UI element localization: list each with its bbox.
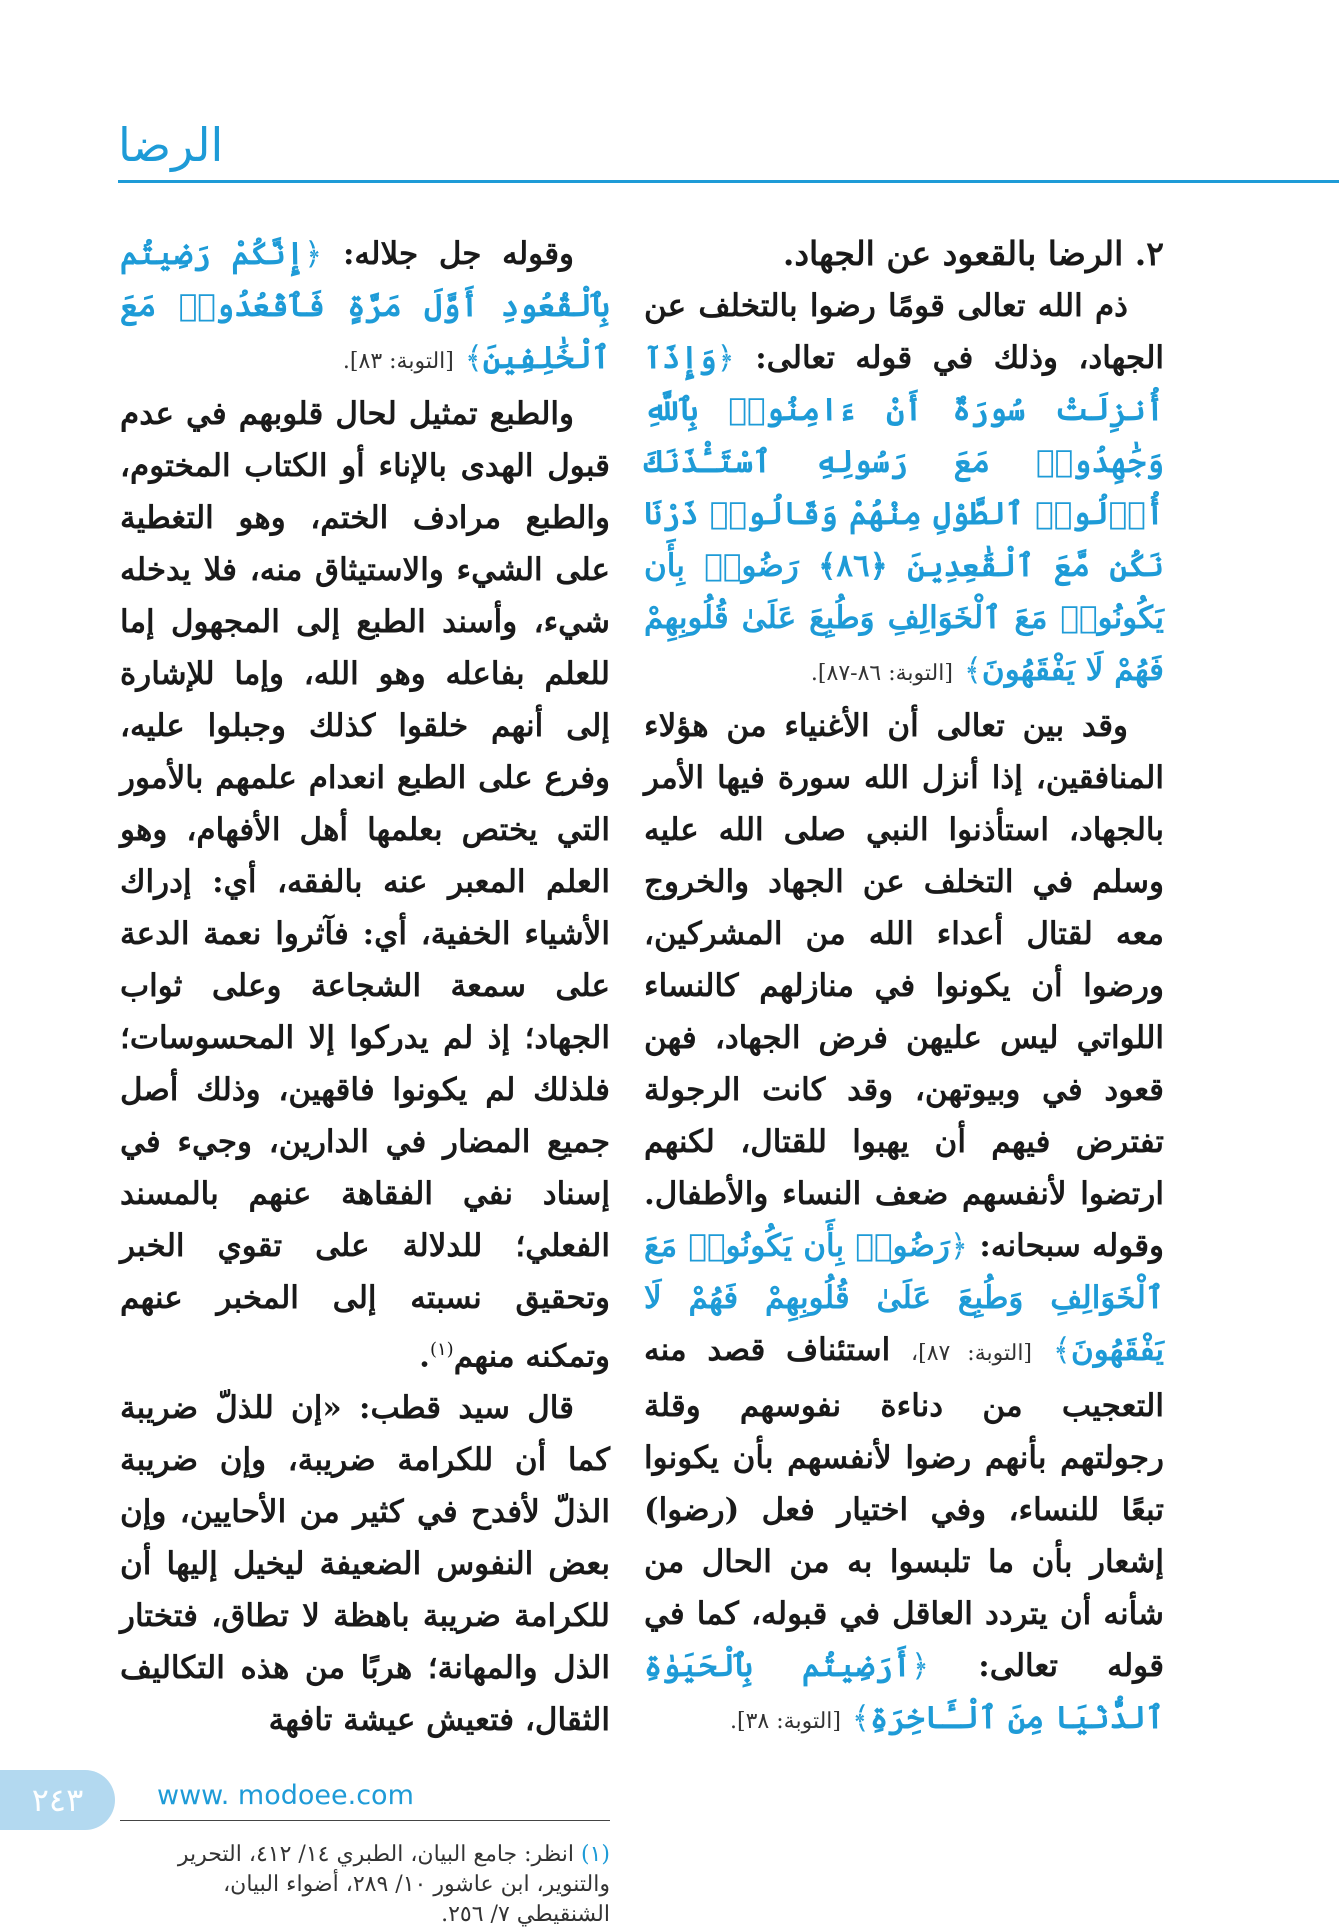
verse-open-bracket: ﴿	[716, 340, 735, 376]
footnote-number: (١)	[580, 1842, 610, 1867]
right-p2-text: وقد بين تعالى أن الأغنياء من هؤلاء المنافقين، إذا أنزل الله سورة فيها الأمر بالجهاد، استأذنوا النبي صلى الله عليه وسلم في التخلف عن الجهاد والخروج معه لقتال أعداء الله من المشركين، ورضوا أن يكونوا في منازلهم كالنساء اللواتي ليس عليهن فرض الجهاد، فهن قعود في وبيوتهن، وقد كانت الرجولة تفترض فيهم أن يهبوا للقتال، لكنهم ارتضوا لأنفسهم ضعف النساء والأطفال. وقوله سبحانه:	[644, 708, 1165, 1264]
left-paragraph-2: والطبع تمثيل لحال قلوبهم في عدم قبول الهدى بالإناء أو الكتاب المختوم، والطبع مرادف الختم، وهو التغطية على الشيء والاستيثاق منه، فلا يدخله شيء، وأسند الطبع إلى المجهول إما للعلم بفاعله وهو الله، وإما للإشارة إلى أنهم خلقوا كذلك وجبلوا عليه، وفرع على الطبع انعدام علمهم بالأمور التي يختص بعلمها أهل الأفهام، وهو العلم المعبر عنه بالفقه، أي: إدراك الأشياء الخفية، أي: فآثروا نعمة الدعة على سمعة الشجاعة وعلى ثواب الجهاد؛ إذ لم يدركوا إلا المحسوسات؛ فلذلك لم يكونوا فاقهين، وذلك أصل جميع المضار في الدارين، وجيء في إسناد نفي الفقاهة عنهم بالمسند الفعلي؛ للدلالة على تقوي الخبر وتحقيق نسبته إلى المخبر عنهم وتمكنه منهم$^{(١)}$.	[120, 396, 610, 1375]
footnote	[130, 1840, 610, 1930]
right-p2-text-after: استئناف قصد منه التعجيب من دناءة نفوسهم وقلة رجولتهم بأنهم رضوا لأنفسهم بأن يكونوا تبعًا للنساء، وفي اختيار فعل (رضوا) إشعار بأن ما تلبسوا به من الحال من شأنه أن يتردد العاقل في قبوله، كما في قوله تعالى:	[644, 1332, 1165, 1684]
verse-reference: [التوبة: ٣٨].	[730, 1709, 841, 1734]
right-paragraph-1	[644, 280, 1164, 700]
verse-reference: [التوبة: ٨٧]،	[911, 1341, 1033, 1366]
page-number-badge	[0, 1770, 115, 1830]
section-heading: ٢. الرضا بالقعود عن الجهاد.	[782, 234, 1164, 273]
left-column	[120, 228, 610, 1746]
quran-verse-tawbah-38: أَرَضِيتُم بِٱلْحَيَوٰةِ ٱلدُّنْيَا مِنَ ٱلْـَٔاخِرَةِ	[644, 1648, 1164, 1736]
footnote-divider	[120, 1820, 610, 1821]
left-p3-text: قال سيد قطب: «إن للذلّ ضريبة كما أن للكرامة ضريبة، وإن ضريبة الذلّ لأفدح في كثير من الأحايين، وإن بعض النفوس الضعيفة ليخيل إليها أن للكرامة ضريبة باهظة لا تطاق، فتختار الذل والمهانة؛ هربًا من هذه التكاليف الثقال، فتعيش عيشة تافهة	[120, 1390, 610, 1739]
verse-close-bracket: ﴾	[851, 1700, 870, 1736]
footnote-reference[interactable]: (١)	[429, 1339, 454, 1360]
verse-close-bracket: ﴾	[963, 652, 982, 688]
page-header-title: الرضا	[118, 118, 224, 172]
left-p2-text: والطبع تمثيل لحال قلوبهم في عدم قبول الهدى بالإناء أو الكتاب المختوم، والطبع مرادف الختم، وهو التغطية على الشيء والاستيثاق منه، فلا يدخله شيء، وأسند الطبع إلى المجهول إما للعلم بفاعله وهو الله، وإما للإشارة إلى أنهم خلقوا كذلك وجبلوا عليه، وفرع على الطبع انعدام علمهم بالأمور التي يختص بعلمها أهل الأفهام، وهو العلم المعبر عنه بالفقه، أي: إدراك الأشياء الخفية، أي: فآثروا نعمة الدعة على سمعة الشجاعة وعلى ثواب الجهاد؛ إذ لم يدركوا إلا المحسوسات؛ فلذلك لم يكونوا فاقهين، وذلك أصل جميع المضار في الدارين، وجيء في إسناد نفي الفقاهة عنهم بالمسند الفعلي؛ للدلالة على تقوي الخبر وتحقيق نسبته إلى المخبر عنهم وتمكنه منهم	[120, 396, 610, 1375]
verse-open-bracket: ﴿	[304, 236, 323, 272]
verse-open-bracket: ﴿	[949, 1228, 969, 1264]
verse-close-bracket: ﴾	[464, 340, 483, 376]
right-column	[644, 228, 1164, 1748]
quran-verse-tawbah-87: رَضُوا۟ بِأَن يَكُونُوا۟ مَعَ ٱلْخَوَالِفِ وَطُبِعَ عَلَىٰ قُلُوبِهِمْ فَهُمْ لَا يَفْقَهُونَ	[644, 1228, 1165, 1368]
left-paragraph-3	[120, 1382, 610, 1746]
left-p1-text: وقوله جل جلاله:	[342, 236, 574, 272]
left-paragraph-1	[120, 228, 610, 388]
quran-verse-tawbah-86-87: وَإِذَآ أُنزِلَتْ سُورَةٌ أَنْ ءَامِنُوا۟ بِٱللَّهِ وَجَٰهِدُوا۟ مَعَ رَسُولِهِ ٱسْتَـْٔذَنَكَ أُو۟لُوا۟ ٱلطَّوْلِ مِنْهُمْ وَقَالُوا۟ ذَرْنَا نَكُن مَّعَ ٱلْقَٰعِدِينَ ﴿٨٦﴾ رَضُوا۟ بِأَن يَكُونُوا۟ مَعَ ٱلْخَوَالِفِ وَطُبِعَ عَلَىٰ قُلُوبِهِمْ فَهُمْ لَا يَفْقَهُونَ	[644, 340, 1164, 688]
verse-reference: [التوبة: ٨٣].	[342, 349, 454, 374]
right-p1-text: ذم الله تعالى قومًا رضوا بالتخلف عن الجهاد، وذلك في قوله تعالى:	[644, 288, 1164, 376]
verse-close-bracket: ﴾	[1052, 1332, 1071, 1368]
verse-open-bracket: ﴿	[911, 1648, 930, 1684]
quran-verse-tawbah-83: إِنَّكُمْ رَضِيتُم بِٱلْقُعُودِ أَوَّلَ مَرَّةٍ فَٱقْعُدُوا۟ مَعَ ٱلْخَٰلِفِينَ	[120, 236, 610, 376]
page-number: ٢٤٣	[31, 1781, 84, 1819]
verse-reference: [التوبة: ٨٦-٨٧].	[810, 661, 953, 686]
header-divider	[118, 180, 1339, 183]
right-paragraph-2	[644, 700, 1164, 1748]
footnote-text: انظر: جامع البيان، الطبري ١٤/ ٤١٢، التحرير والتنوير، ابن عاشور ١٠/ ٢٨٩، أضواء البيان، الشنقيطي ٧/ ٢٥٦.	[177, 1842, 610, 1927]
website-link[interactable]: www. modoee.com	[157, 1780, 414, 1811]
